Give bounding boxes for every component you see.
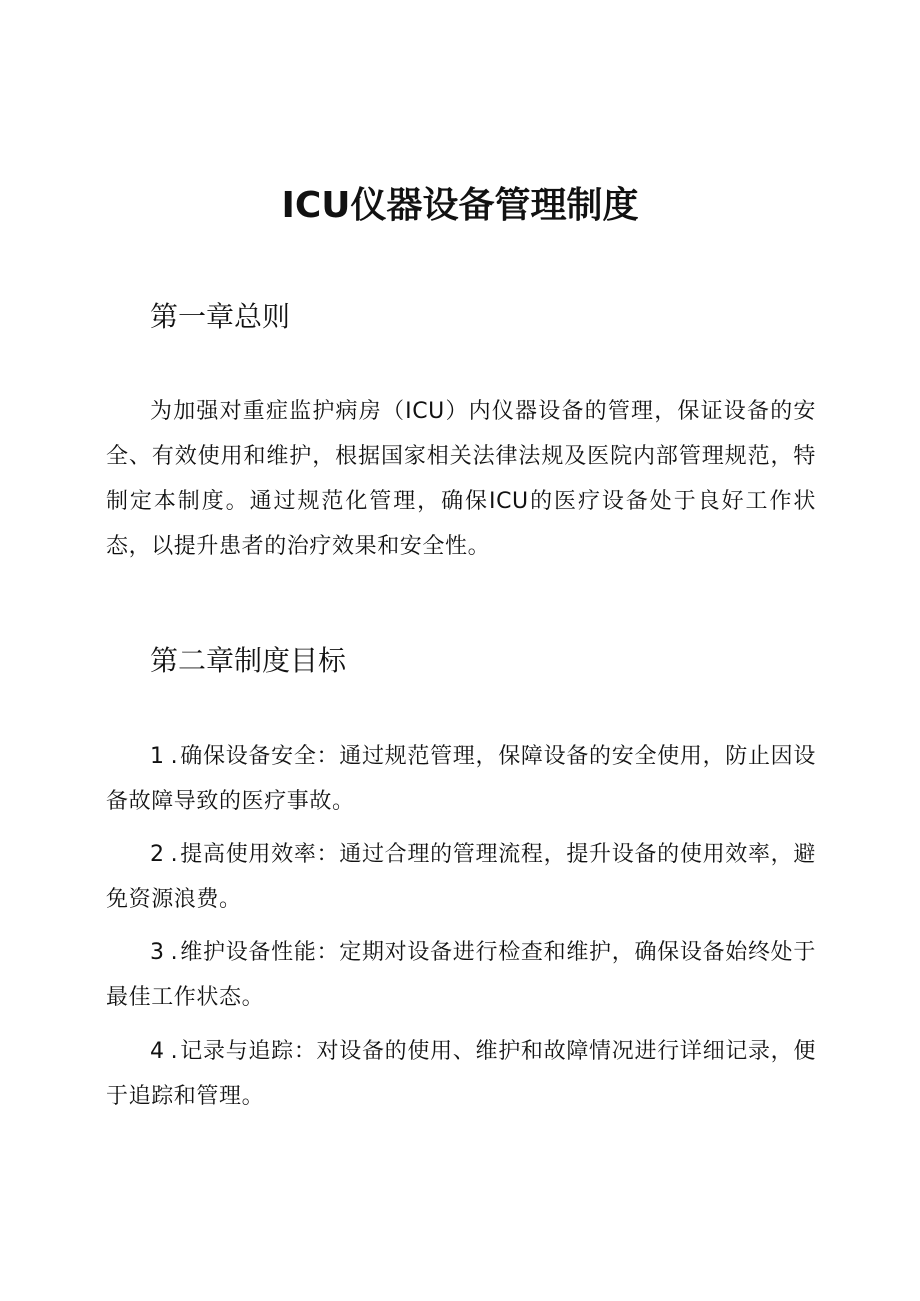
- list-item-number: 4: [150, 1039, 165, 1064]
- list-item-number: 3: [150, 940, 165, 965]
- list-item-text: 记录与追踪：对设备的使用、维护和故障情况进行详细记录，便于追踪和管理。: [106, 1039, 816, 1109]
- objective-item-3: [106, 930, 816, 1020]
- list-item-text: 提高使用效率：通过合理的管理流程，提升设备的使用效率，避免资源浪费。: [106, 842, 816, 912]
- list-item-text: 维护设备性能：定期对设备进行检查和维护，确保设备始终处于最佳工作状态。: [106, 940, 816, 1010]
- chapter-heading-general: 第一章总则: [150, 300, 291, 333]
- list-item-separator: .: [170, 842, 179, 867]
- general-paragraph: 为加强对重症监护病房（ICU）内仪器设备的管理，保证设备的安全、有效使用和维护，根据国家相关法律法规及医院内部管理规范，特制定本制度。通过规范化管理，确保ICU的医疗设备处于良好工作状态，以提升患者的治疗效果和安全性。: [106, 399, 816, 559]
- objective-item-2: [106, 832, 816, 922]
- objective-item-1: [106, 734, 816, 824]
- document-title: ICU仪器设备管理制度: [281, 185, 639, 226]
- list-item-text: 确保设备安全：通过规范管理，保障设备的安全使用，防止因设备故障导致的医疗事故。: [106, 744, 816, 814]
- objective-item-4: [106, 1029, 816, 1119]
- list-item-separator: .: [170, 1039, 179, 1064]
- list-item-separator: .: [170, 940, 179, 965]
- list-item-number: 2: [150, 842, 165, 867]
- list-item-number: 1: [150, 744, 165, 769]
- list-item-separator: .: [170, 744, 179, 769]
- chapter-heading-objectives: 第二章制度目标: [150, 644, 347, 677]
